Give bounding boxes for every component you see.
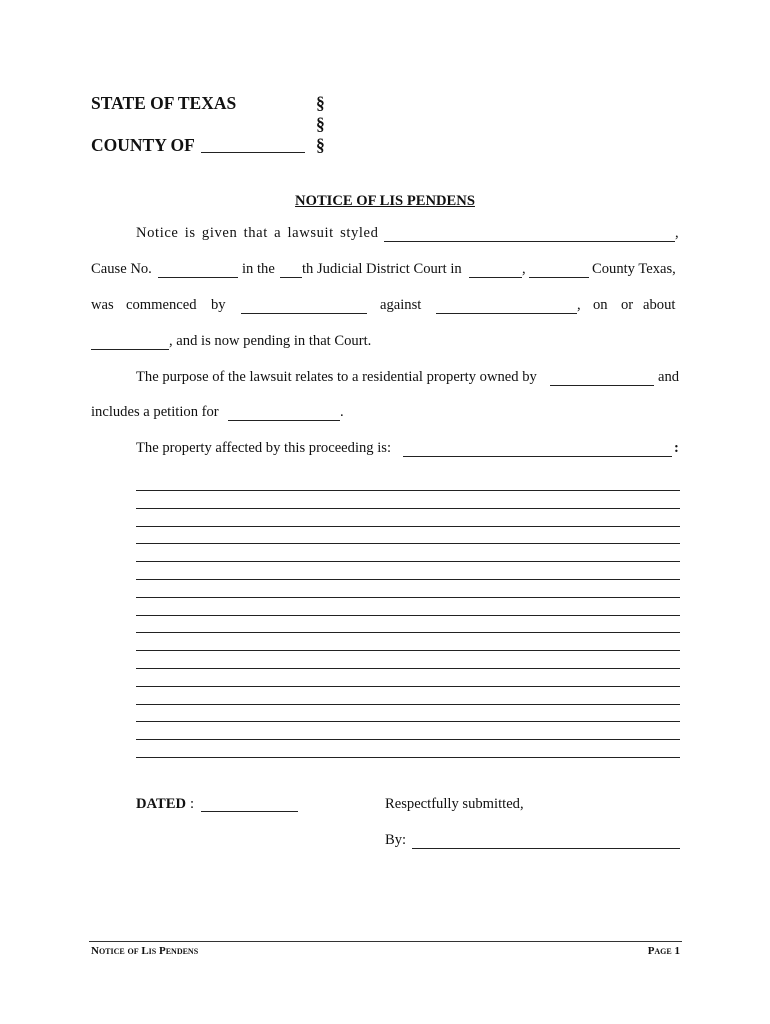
commenced-date-blank[interactable] bbox=[91, 334, 169, 350]
county-caption: COUNTY OF bbox=[91, 135, 195, 155]
p1-line2-comma: , bbox=[522, 261, 526, 277]
defendant-blank[interactable] bbox=[436, 298, 577, 314]
by-label: By: bbox=[385, 832, 407, 848]
plaintiff-blank[interactable] bbox=[241, 298, 367, 314]
lawsuit-style-blank[interactable] bbox=[384, 226, 675, 242]
property-rule-line[interactable] bbox=[136, 721, 680, 722]
signature-blank[interactable] bbox=[412, 833, 680, 849]
property-rule-line[interactable] bbox=[136, 686, 680, 687]
county-name-blank[interactable] bbox=[529, 262, 589, 278]
p1-line3-against: against bbox=[380, 297, 422, 313]
document-title: NOTICE OF LIS PENDENS bbox=[295, 193, 475, 209]
property-rule-line[interactable] bbox=[136, 632, 680, 633]
dated-blank[interactable] bbox=[201, 796, 298, 812]
p3-text: The property affected by this proceeding is: bbox=[136, 440, 392, 456]
property-rule-line[interactable] bbox=[136, 508, 680, 509]
p1-line2-cause: Cause No. bbox=[91, 261, 152, 277]
p1-line2-in-the: in the bbox=[242, 261, 275, 277]
section-mark: § bbox=[316, 135, 325, 155]
p3-colon: : bbox=[674, 440, 679, 456]
property-rule-line[interactable] bbox=[136, 561, 680, 562]
p1-line2-county: County Texas, bbox=[592, 261, 676, 277]
p2-line2-text: includes a petition for bbox=[91, 404, 219, 420]
page-number: Page 1 bbox=[647, 945, 680, 957]
respectfully-submitted: Respectfully submitted, bbox=[385, 796, 524, 812]
property-rule-line[interactable] bbox=[136, 543, 680, 544]
dated-colon: : bbox=[190, 796, 195, 812]
footer-title: Notice of Lis Pendens bbox=[91, 945, 199, 957]
footer-rule bbox=[89, 941, 682, 942]
property-rule-line[interactable] bbox=[136, 526, 680, 527]
property-description-blank[interactable] bbox=[403, 441, 672, 457]
court-city-blank[interactable] bbox=[469, 262, 522, 278]
property-rule-line[interactable] bbox=[136, 668, 680, 669]
section-mark: § bbox=[316, 114, 325, 134]
property-rule-line[interactable] bbox=[136, 615, 680, 616]
p1-line3-on: on bbox=[593, 297, 608, 313]
county-blank[interactable] bbox=[201, 135, 305, 153]
petition-blank[interactable] bbox=[228, 405, 340, 421]
section-mark: § bbox=[316, 93, 325, 113]
property-rule-line[interactable] bbox=[136, 739, 680, 740]
p1-line3-was: was bbox=[91, 297, 114, 313]
p2-line1-text: The purpose of the lawsuit relates to a residential property owned by bbox=[136, 369, 537, 385]
p1-line3-by: by bbox=[211, 297, 226, 313]
p2-line1-and: and bbox=[658, 369, 680, 385]
property-rule-line[interactable] bbox=[136, 490, 680, 491]
property-rule-line[interactable] bbox=[136, 704, 680, 705]
p1-line3-about: about bbox=[643, 297, 676, 313]
p1-line3-comma: , bbox=[577, 297, 581, 313]
p1-line4-text: , and is now pending in that Court. bbox=[169, 333, 372, 349]
p2-line2-period: . bbox=[340, 404, 344, 420]
property-rule-line[interactable] bbox=[136, 597, 680, 598]
dated-label: DATED bbox=[136, 796, 187, 812]
district-number-blank[interactable] bbox=[280, 262, 302, 278]
cause-number-blank[interactable] bbox=[158, 262, 238, 278]
p1-line3-commenced: commenced bbox=[126, 297, 197, 313]
state-caption: STATE OF TEXAS bbox=[91, 93, 237, 113]
owner-blank[interactable] bbox=[550, 370, 654, 386]
property-rule-line[interactable] bbox=[136, 650, 680, 651]
p1-line2-court: th Judicial District Court in bbox=[302, 261, 462, 277]
p1-line1-text: Notice is given that a lawsuit styled bbox=[136, 225, 379, 241]
property-rule-line[interactable] bbox=[136, 757, 680, 758]
property-rule-line[interactable] bbox=[136, 579, 680, 580]
p1-line3-or: or bbox=[621, 297, 634, 313]
